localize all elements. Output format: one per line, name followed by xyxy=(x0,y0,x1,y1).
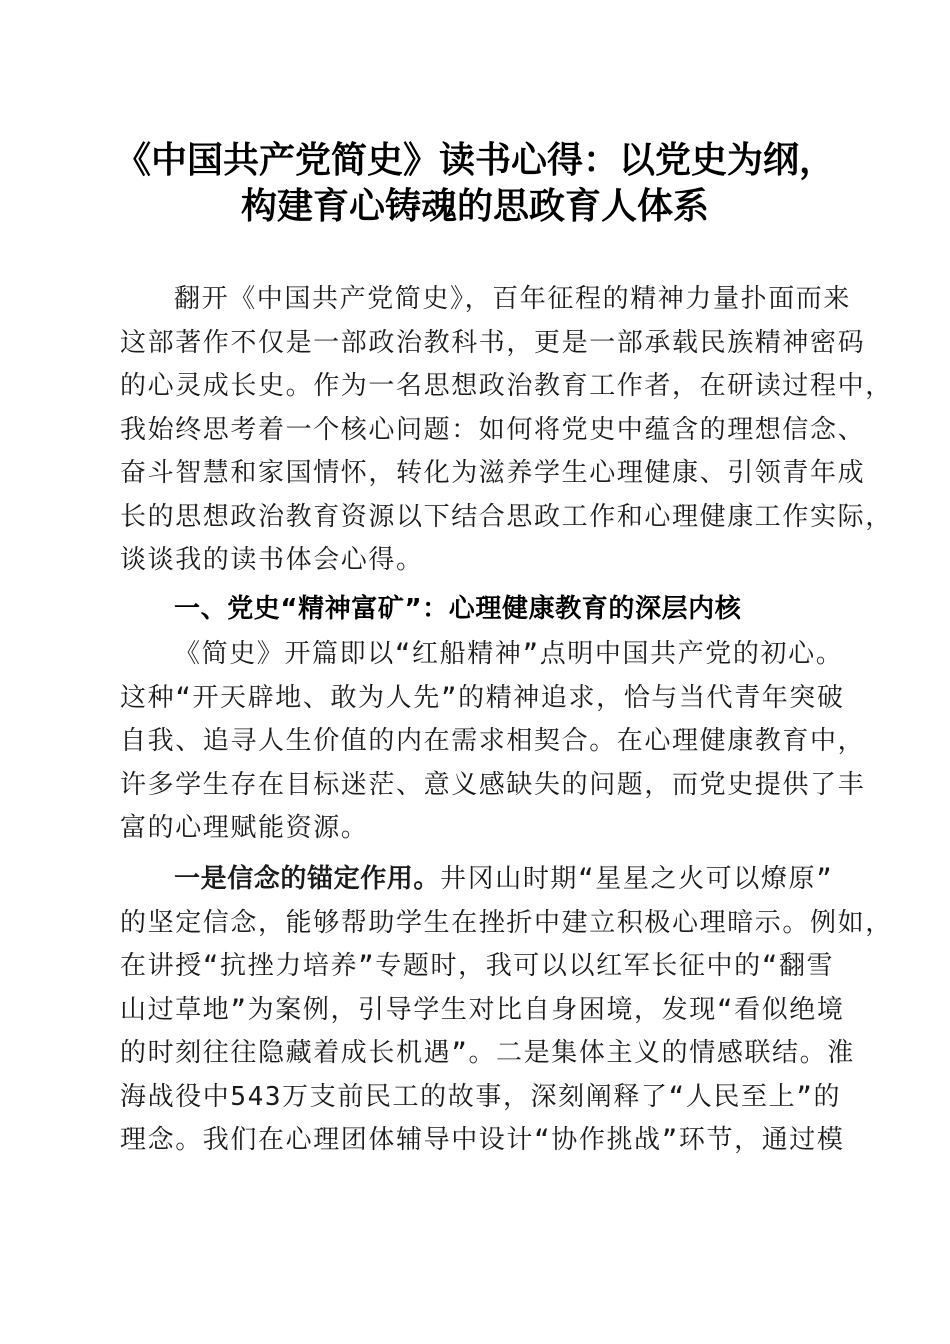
text-line: 理念。我们在心理团体辅导中设计“协作挑战”环节，通过模 xyxy=(120,1125,845,1155)
text-line: 《简史》开篇即以“红船精神”点明中国共产党的初心。 xyxy=(174,639,844,669)
text-line: 在讲授“抗挫力培养”专题时，我可以以红军长征中的“翻雪 xyxy=(120,951,835,981)
section-1-heading: 一、党史“精神富矿”：心理健康教育的深层内核 xyxy=(174,594,742,624)
intro-paragraph xyxy=(120,278,893,583)
text-line: 奋斗智慧和家国情怀，转化为滋养学生心理健康、引领青年成 xyxy=(120,458,866,488)
paragraph-lead-rest: 井冈山时期“星星之火可以燎原” xyxy=(440,864,834,894)
text-line: 谈谈我的读书体会心得。 xyxy=(120,545,424,575)
text-line: 这种“开天辟地、敢为人先”的精神追求，恰与当代青年突破 xyxy=(120,682,845,713)
text-line: 这部著作不仅是一部政治教科书，更是一部承载民族精神密码 xyxy=(120,327,866,358)
text-line xyxy=(120,858,840,902)
text-line: 翻开《中国共产党简史》，百年征程的精神力量扑面而来 xyxy=(174,284,852,314)
text-line: 海战役中543万支前民工的故事，深刻阐释了“人民至上”的 xyxy=(120,1081,842,1112)
text-line: 山过草地”为案例，引导学生对比自身困境，发现“看似绝境 xyxy=(120,994,845,1025)
section-1-paragraph-1 xyxy=(120,633,866,851)
text-line: 的坚定信念，能够帮助学生在挫折中建立积极心理暗示。例如， xyxy=(120,907,893,938)
section-heading xyxy=(120,588,840,632)
text-line: 许多学生存在目标迷茫、意义感缺失的问题，而党史提供了丰 xyxy=(120,769,866,800)
section-1-paragraph-2 xyxy=(120,858,893,1163)
text-line: 长的思想政治教育资源以下结合思政工作和心理健康工作实际， xyxy=(120,501,893,532)
paragraph-lead-phrase: 一是信念的锚定作用。 xyxy=(174,864,441,894)
text-line: 我始终思考着一个核心问题：如何将党史中蕴含的理想信念、 xyxy=(120,414,866,445)
text-line: 的心灵成长史。作为一名思想政治教育工作者，在研读过程中， xyxy=(120,371,893,401)
text-line: 富的心理赋能资源。 xyxy=(120,813,369,843)
document-title-line-2: 构建育心铸魂的思政育人体系 xyxy=(240,185,709,227)
document-title-line-1: 《中国共产党简史》读书心得：以党史为纲， xyxy=(114,139,835,181)
text-line: 的时刻往往隐藏着成长机遇”。二是集体主义的情感联结。淮 xyxy=(120,1038,855,1068)
text-line: 自我、追寻人生价值的内在需求相契合。在心理健康教育中， xyxy=(120,726,866,756)
